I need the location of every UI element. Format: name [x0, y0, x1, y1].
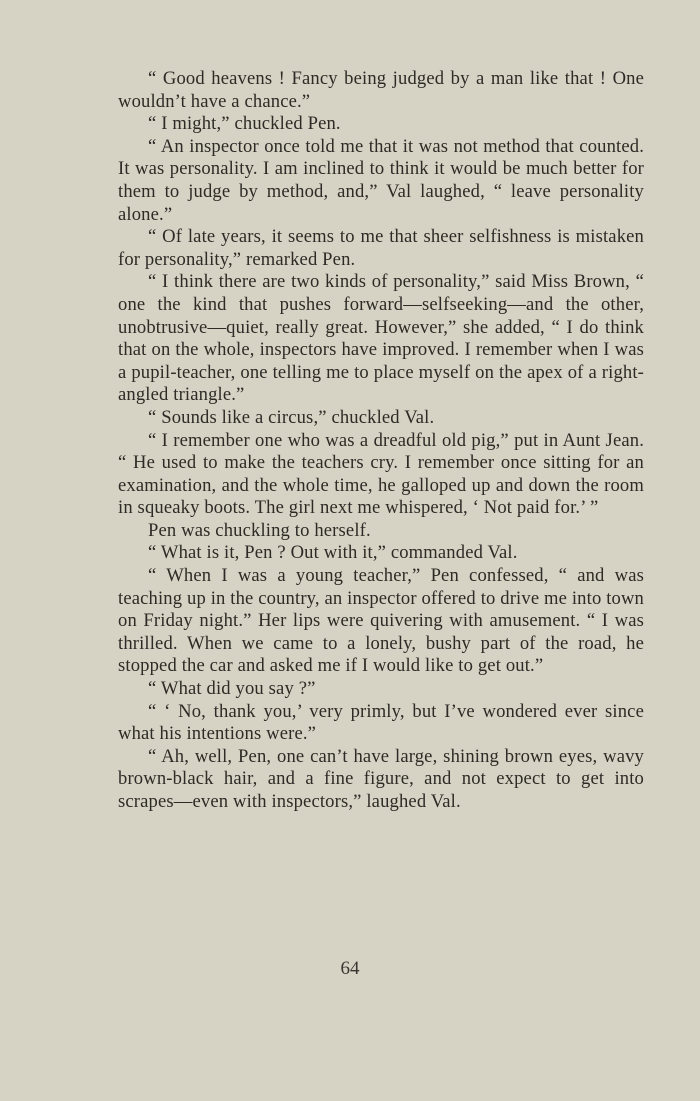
page-number: 64 — [340, 958, 360, 979]
paragraph: “ ‘ No, thank you,’ very primly, but I’ve wondered ever since what his intentions were.” — [118, 700, 644, 745]
paragraph: “ When I was a young teacher,” Pen confessed, “ and was teaching up in the country, an inspector offered to drive me into town on Friday night.” Her lips were quivering with amusement. “ I was thrilled. When we came to a lonely, bushy part of the road, he stopped the car and asked me if I would like to get out.” — [118, 565, 644, 677]
paragraph: “ Ah, well, Pen, one can’t have large, shining brown eyes, wavy brown-black hair, and a fine figure, and not expect to get into scrapes—even with inspectors,” laughed Val. — [118, 745, 644, 812]
paragraph: “ What did you say ?” — [148, 678, 316, 700]
paragraph: “ I might,” chuckled Pen. — [148, 113, 341, 135]
paragraph: “ Of late years, it seems to me that sheer selfishness is mistaken for personality,” remarked Pen. — [118, 226, 644, 270]
paragraph: “ I think there are two kinds of personality,” said Miss Brown, “ one the kind that pushes forward—selfseeking—and the other, unobtrusive—quiet, really great. However,” she added, “ I do think that on the whole, inspectors have improved. I remember when I was a pupil-teacher, one telling me to place myself on the apex of a right-angled triangle.” — [118, 271, 644, 406]
paragraph: “ Sounds like a circus,” chuckled Val. — [148, 406, 435, 428]
paragraph: “ I remember one who was a dreadful old pig,” put in Aunt Jean. “ He used to make the teachers cry. I remember once sitting for an examination, and the whole time, he galloped up and down the room in squeaky boots. The girl next me whispered, ‘ Not paid for.’ ” — [118, 429, 644, 519]
paragraph: “ Good heavens ! Fancy being judged by a man like that ! One wouldn’t have a chance.” — [118, 68, 644, 112]
paragraph: “ What is it, Pen ? Out with it,” commanded Val. — [148, 542, 518, 564]
body-text — [118, 68, 644, 814]
paragraph: “ An inspector once told me that it was not method that counted. It was personality. I am inclined to think it would be much better for them to judge by method, and,” Val laughed, “ leave personality alone.” — [118, 135, 644, 225]
paragraph: Pen was chuckling to herself. — [148, 519, 371, 541]
